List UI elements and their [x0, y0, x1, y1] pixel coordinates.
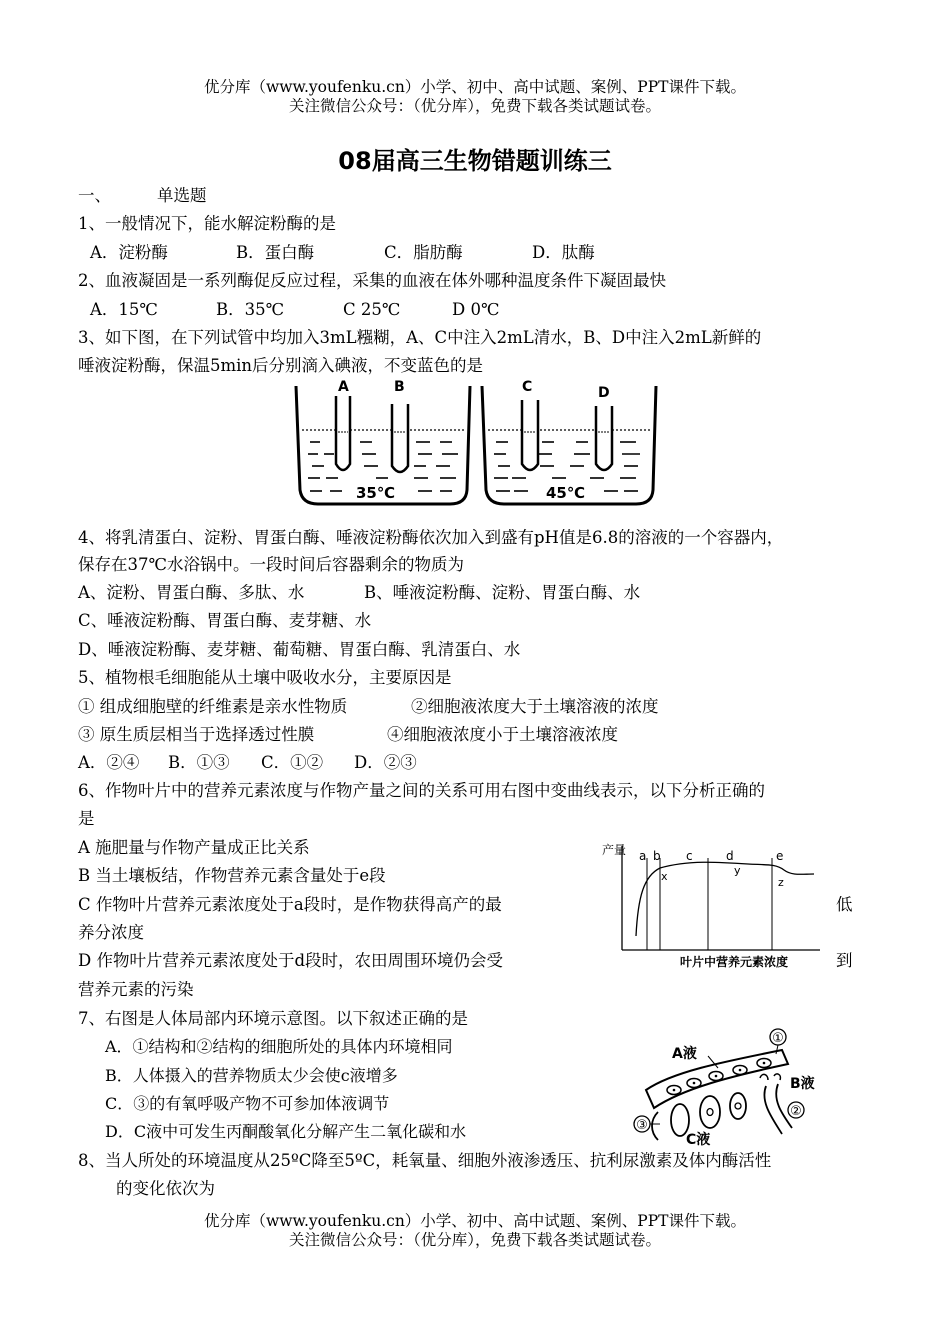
q1-options [90, 242, 595, 264]
q8-stem-line-2: 的变化依次为 [116, 1179, 215, 1198]
q6-option-b: B 当土壤板结，作物营养元素含量处于e段 [78, 866, 386, 885]
q6-option-d-line-1: D 作物叶片营养元素浓度处于d段时，农田周围环境仍会受 [78, 951, 504, 970]
q6-option-c-line-2: 养分浓度 [78, 923, 144, 942]
label-a-liquid: A液 [672, 1046, 697, 1062]
q8-stem-line-1: 8、当人所处的环境温度从25ºC降至5ºC，耗氧量、细胞外液渗透压、抗利尿激素及体内酶活性 [78, 1151, 772, 1170]
q1-stem: 1、一般情况下，能水解淀粉酶的是 [78, 214, 336, 233]
footer-line-2: 关注微信公众号：（优分库），免费下载各类试题试卷。 [288, 1231, 661, 1249]
tube-label-c: C [522, 379, 533, 395]
header-line-2: 关注微信公众号：（优分库），免费下载各类试题试卷。 [288, 97, 661, 115]
graph-y-label: 产量 [602, 843, 627, 857]
q4-option-d: D、唾液淀粉酶、麦芽糖、葡萄糖、胃蛋白酶、乳清蛋白、水 [78, 640, 521, 659]
point-z: z [778, 876, 784, 889]
q4-stem-line-1: 4、将乳清蛋白、淀粉、胃蛋白酶、唾液淀粉酶依次加入到盛有pH值是6.8的溶液的一个容器内， [78, 528, 784, 547]
q3-test-tube-figure [290, 378, 660, 513]
tube-a [336, 396, 350, 470]
marker-2: ② [790, 1104, 802, 1119]
q2-option-a: A．15℃ [90, 300, 158, 319]
q3-stem-line-2: 唾液淀粉酶，保温5min后分别滴入碘液，不变蓝色的是 [78, 356, 484, 375]
tube-label-a: A [338, 379, 349, 395]
q5-stem: 5、植物根毛细胞能从土壤中吸收水分，主要原因是 [78, 668, 452, 687]
section-heading [78, 185, 207, 207]
temperature-label-45: 45℃ [546, 484, 586, 502]
q6-stem-line-1: 6、作物叶片中的营养元素浓度与作物产量之间的关系可用右图中变曲线表示，以下分析正确的 [78, 781, 765, 800]
tube-c [522, 400, 538, 470]
q7-stem: 7、右图是人体局部内环境示意图。以下叙述正确的是 [78, 1009, 468, 1028]
q2-options [90, 299, 499, 321]
q5-items-1-2 [78, 696, 659, 718]
q5-item-3: ③ 原生质层相当于选择透过性膜 [78, 725, 315, 744]
q6-option-c-line-1: C 作物叶片营养元素浓度处于a段时，是作物获得高产的最 [78, 895, 502, 914]
q5-option-d: D．②③ [354, 753, 417, 772]
point-x: x [661, 870, 668, 883]
q5-options [78, 752, 417, 774]
q2-option-b: B．35℃ [216, 300, 285, 319]
q3-stem-line-1: 3、如下图，在下列试管中均加入3mL糨糊，A、C中注入2mL清水，B、D中注入2mL新鲜的 [78, 328, 762, 347]
point-y: y [734, 864, 741, 877]
q5-option-b: B．①③ [168, 753, 230, 772]
q1-option-d: D．肽酶 [532, 243, 595, 262]
segment-d: d [726, 849, 734, 863]
footer-line-1: 优分库（www.youfenku.cn）小学、初中、高中试题、案例、PPT课件下载。 [203, 1212, 747, 1230]
q6-stem-line-2: 是 [78, 809, 95, 828]
segment-c: c [686, 849, 693, 863]
q6-option-d-tail: 到 [836, 951, 853, 970]
tube-b [392, 404, 408, 472]
q4-option-c: C、唾液淀粉酶、胃蛋白酶、麦芽糖、水 [78, 611, 372, 630]
segment-b: b [653, 849, 661, 863]
q5-item-4: ④细胞液浓度小于土壤溶液浓度 [387, 725, 618, 744]
marker-3: ③ [636, 1118, 648, 1133]
q1-option-a: A．淀粉酶 [90, 243, 168, 262]
q5-option-a: A．②④ [78, 753, 140, 772]
graph-x-label: 叶片中营养元素浓度 [680, 955, 789, 969]
page-title: 08届高三生物错题训练三 [338, 147, 612, 175]
q4-option-a: A、淀粉、胃蛋白酶、多肽、水 [78, 583, 305, 602]
tube-d [596, 406, 612, 470]
q7-option-b: B．人体摄入的营养物质太少会使c液增多 [105, 1066, 398, 1085]
page-header [0, 78, 950, 116]
q1-option-c: C．脂肪酶 [384, 243, 463, 262]
label-c-liquid: C液 [686, 1132, 711, 1148]
q2-option-c: C 25℃ [343, 300, 401, 319]
q1-option-b: B．蛋白酶 [236, 243, 315, 262]
q5-item-2: ②细胞液浓度大于土壤溶液的浓度 [411, 697, 659, 716]
q2-stem: 2、血液凝固是一系列酶促反应过程，采集的血液在体外哪种温度条件下凝固最快 [78, 271, 666, 290]
q7-option-a: A．①结构和②结构的细胞所处的具体内环境相同 [105, 1037, 453, 1056]
segment-e: e [776, 849, 784, 863]
marker-1: ① [772, 1031, 784, 1046]
page-footer [0, 1212, 950, 1250]
q7-option-d: D．C液中可发生丙酮酸氧化分解产生二氧化碳和水 [105, 1122, 467, 1141]
header-line-1: 优分库（www.youfenku.cn）小学、初中、高中试题、案例、PPT课件下载。 [203, 78, 747, 96]
section-label: 单选题 [157, 186, 207, 205]
section-number: 一、 [78, 186, 111, 205]
temperature-label-35: 35℃ [356, 484, 396, 502]
q4-stem-line-2: 保存在37℃水浴锅中。一段时间后容器剩余的物质为 [78, 555, 464, 574]
q7-option-c: C．③的有氧呼吸产物不可参加体液调节 [105, 1094, 390, 1113]
q4-option-b: B、唾液淀粉酶、淀粉、胃蛋白酶、水 [364, 583, 641, 602]
q5-items-3-4 [78, 724, 618, 746]
q5-option-c: C．①② [261, 753, 324, 772]
q7-internal-environment-figure [632, 1028, 832, 1148]
q5-item-1: ① 组成细胞壁的纤维素是亲水性物质 [78, 697, 348, 716]
q6-option-d-line-2: 营养元素的污染 [78, 980, 194, 999]
graph-y-label-part [602, 842, 626, 857]
tube-label-b: B [394, 379, 405, 395]
q6-yield-graph [598, 836, 828, 972]
segment-a: a [639, 849, 647, 863]
q6-option-c-tail: 低 [836, 895, 853, 914]
tube-label-d: D [598, 385, 610, 401]
label-b-liquid: B液 [790, 1076, 815, 1092]
q2-option-d: D 0℃ [452, 300, 500, 319]
q4-options-ab [78, 582, 640, 604]
q6-option-a: A 施肥量与作物产量成正比关系 [78, 838, 310, 857]
